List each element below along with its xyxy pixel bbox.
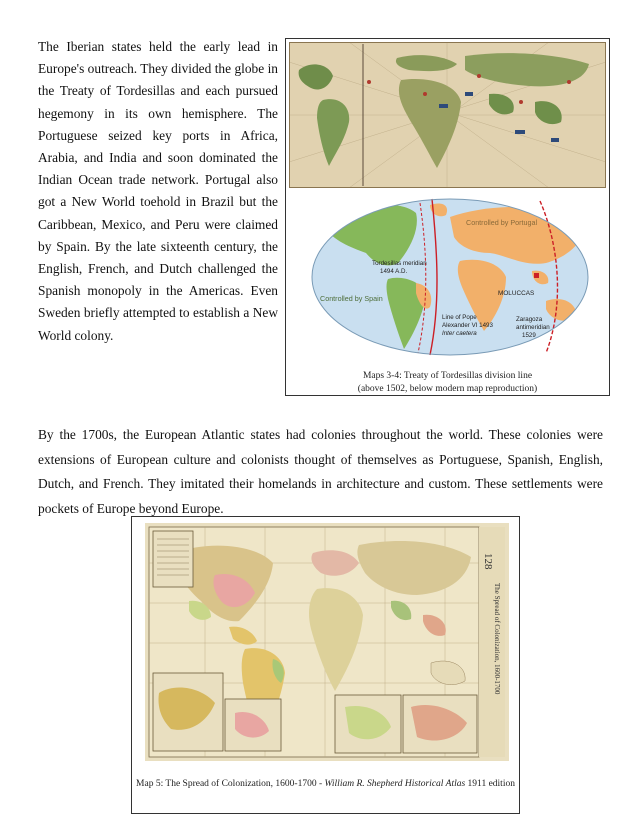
label-zaragoza-1: Zaragoza [516,316,543,323]
cantino-map-1502 [289,42,606,188]
figure1-caption-line1: Maps 3-4: Treaty of Tordesillas division line [362,371,533,381]
figure2-caption-italic: William R. Shepherd Historical Atlas [324,779,466,789]
colonization-figure [131,516,520,814]
shepherd-atlas-map [145,523,509,761]
figure2-caption-suffix: 1911 edition [465,779,515,789]
moluccas-marker [534,273,539,278]
label-pope-2: Alexander VI 1493 [442,322,493,329]
label-pope-1: Line of Pope [442,314,477,321]
paragraph-atlantic-states: By the 1700s, the European Atlantic states had colonies throughout the world. These colonies were extensions of European culture and colonists thought of themselves as Portuguese, Spanish, English, Dutch, and French. They imitated their homelands in architecture and custom. These settlements were pockets of Europe beyond Europe. [38,427,603,516]
colonies-paragraph [38,423,603,521]
label-tordesillas-2: 1494 A.D. [380,268,408,275]
label-tordesillas-1: Tordesillas meridian [372,260,427,267]
figure2-caption-prefix: Map 5: The Spread of Colonization, 1600-1700 - [136,779,325,789]
label-zaragoza-2: antimeridian [516,324,550,331]
atlas-side-title: The Spread of Colonization, 1600-1700 [493,583,501,695]
label-pope-3: Inter caetera [442,330,477,337]
atlas-page-number: 128 [482,553,494,570]
paragraph-iberian-states: The Iberian states held the early lead in Europe's outreach. They divided the globe in the Treaty of Tordesillas and each pursued hegemony in its own hemisphere. The Portuguese seized key ports in Africa, Arabia, and India and soon dominated the Indian Ocean trade network. Portugal also got a New World toehold in Brazil but the Caribbean, Mexico, and Peru were claimed by Spain. By the late sixteenth century, the English, French, and Dutch challenged the Spanish monopoly in the Americas. Even Sweden briefly attempted to establish a New World colony. [38,39,278,343]
modern-treaty-map [310,197,590,357]
figure2-caption [132,779,519,789]
figure1-caption [286,370,609,396]
label-controlled-portugal: Controlled by Portugal [466,218,538,227]
figure1-caption-line2: (above 1502, below modern map reproduction) [357,384,538,394]
label-moluccas: MOLUCCAS [498,290,535,297]
label-controlled-spain: Controlled by Spain [320,294,383,303]
tordesillas-figure [285,38,610,396]
label-zaragoza-3: 1529 [522,332,536,339]
intro-paragraph [38,36,278,347]
